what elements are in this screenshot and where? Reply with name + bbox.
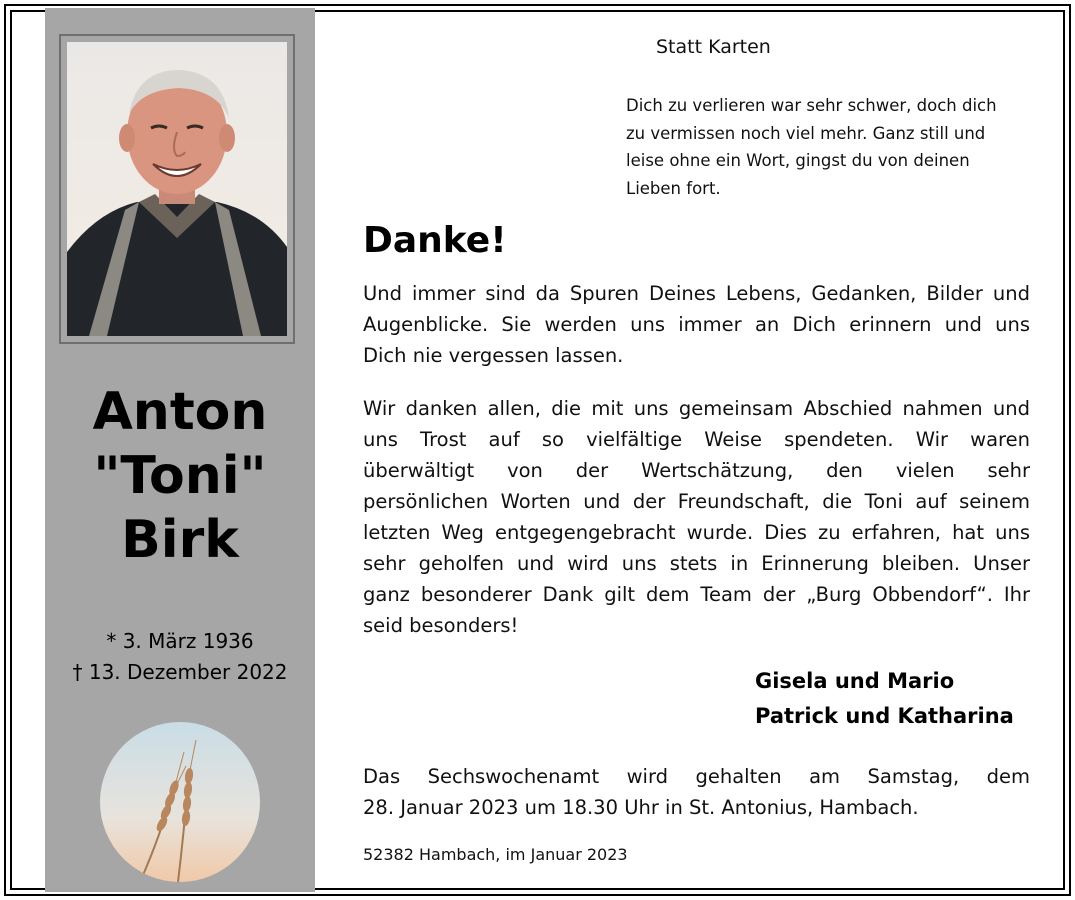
text-line: sehr geholfen und wird uns stets in Erinnerung bleiben. Unser [363, 552, 1030, 575]
paragraph-2 [363, 393, 1030, 641]
signature-line: Patrick und Katharina [755, 704, 1014, 728]
name-line: Birk [121, 510, 239, 570]
name-line: "Toni" [93, 446, 267, 506]
statt-karten-label: Statt Karten [656, 36, 771, 58]
paragraph-1 [363, 278, 1030, 371]
birth-date: * 3. März 1936 [106, 629, 254, 653]
poem [626, 92, 1046, 202]
wheat-icon [100, 722, 260, 882]
deceased-name [45, 380, 315, 572]
text-line: Wir danken allen, die mit uns gemeinsam Abschied nahmen und [363, 397, 1030, 420]
signatures [755, 664, 1014, 734]
place-date: 52382 Hambach, im Januar 2023 [363, 845, 628, 864]
text-line: letzten Weg entgegengebracht wurde. Dies zu erfahren, hat uns [363, 521, 1030, 544]
text-line: seid besonders! [363, 614, 519, 637]
page-title: Danke! [363, 220, 507, 261]
poem-line: Dich zu verlieren war sehr schwer, doch dich [626, 96, 997, 115]
text-line: 28. Januar 2023 um 18.30 Uhr in St. Antonius, Hambach. [363, 796, 919, 819]
text-line: Und immer sind da Spuren Deines Lebens, Gedanken, Bilder und [363, 282, 1030, 305]
signature-line: Gisela und Mario [755, 669, 955, 693]
text-line: Augenblicke. Sie werden uns immer an Dich erinnern und uns [363, 313, 1030, 336]
poem-line: leise ohne ein Wort, gingst du von deinen [626, 151, 970, 170]
life-dates [45, 626, 315, 688]
service-info [363, 761, 1030, 823]
text-line: Das Sechswochenamt wird gehalten am Samstag, dem [363, 765, 1030, 788]
portrait-image [67, 42, 287, 336]
poem-line: Lieben fort. [626, 178, 721, 198]
name-line: Anton [92, 382, 268, 442]
text-line: ganz besonderer Dank gilt dem Team der „Burg Obbendorf“. Ihr [363, 583, 1030, 606]
portrait-photo [59, 34, 295, 344]
death-date: † 13. Dezember 2022 [72, 660, 288, 684]
wheat-image [100, 722, 260, 882]
text-line: uns Trost auf so vielfältige Weise spendeten. Wir waren [363, 428, 1030, 451]
text-line: überwältigt von der Wertschätzung, den vielen sehr [363, 459, 1030, 482]
sidebar [45, 8, 315, 892]
poem-line: zu vermissen noch viel mehr. Ganz still und [626, 123, 986, 143]
text-line: Dich nie vergessen lassen. [363, 344, 624, 367]
text-line: persönlichen Worten und der Freundschaft, die Toni auf seinem [363, 490, 1030, 513]
